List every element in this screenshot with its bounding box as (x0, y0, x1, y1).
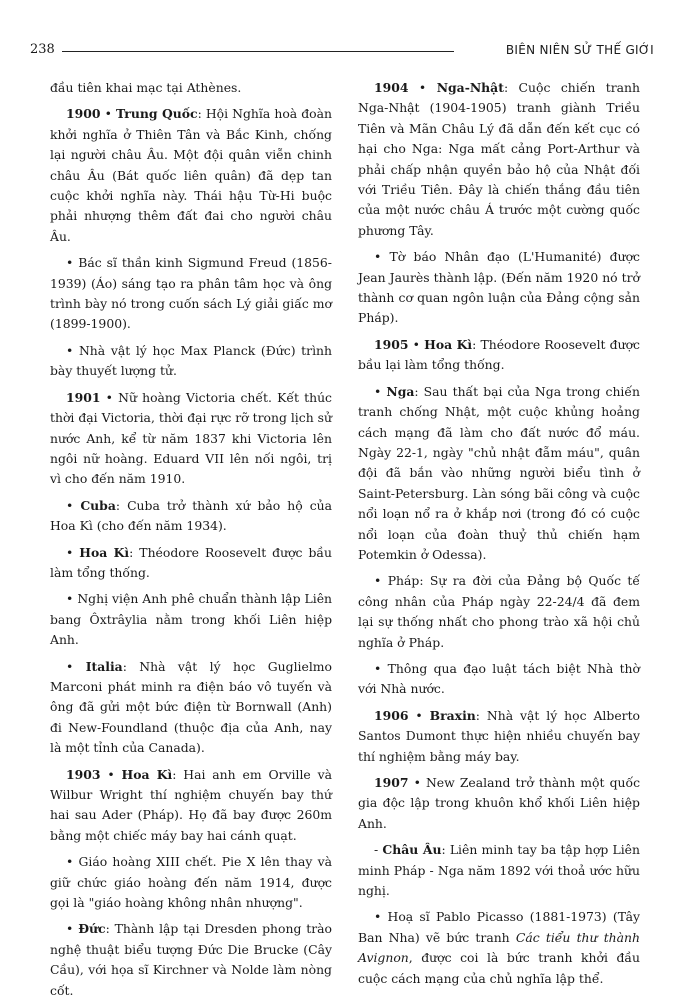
entry-year: 1907 (374, 775, 409, 790)
entry-text: : Liên minh tay ba tập hợp Liên minh Pháp - Nga năm 1892 với thoả ước hữu nghị. (358, 842, 640, 899)
entry-year: 1906 (374, 707, 409, 723)
entry-paragraph: 1901 • Nữ hoàng Victoria chết. Kết thúc thời đại Victoria, thời đại rực rỡ trong lịch sử nước Anh, kể từ năm 1837 khi Victoria lên ngôi nữ hoàng. Eduard VII lên nối ngôi, trị vì cho đến năm 1910. (50, 389, 332, 487)
entry-text: New Zealand trở thành một quốc gia độc lập trong khuôn khổ khối Liên hiệp Anh. (358, 775, 641, 831)
entry-text: : Thành lập tại Dresden phong trào nghệ thuật biểu tượng Đức Die Brucke (Cây Cầu), với họa sĩ Kirchner và Nolde làm nòng cốt. (50, 921, 332, 998)
entry-text: : Cuộc chiến tranh Nga-Nhật (1904-1905) tranh giành Triều Tiên và Mãn Châu Lý đã dẫn đến kết cục có hại cho Nga: Nga mất cảng Port-Arthur và phải chấp nhận quyền bảo hộ của Nhật đối với Triều Tiên. Đây là chiến thắng đầu tiên của một nước châu Á trước một cường quốc phương Tây. (358, 80, 641, 238)
entry-country: Nga-Nhật (436, 80, 504, 95)
entry-text: : Cuba trở thành xứ bảo hộ của Hoa Kì (cho đến năm 1934). (50, 497, 333, 534)
entry-country: Đức (78, 921, 106, 937)
entry-year: 1904 (374, 80, 409, 95)
entry-year: 1901 (66, 389, 101, 405)
entry-paragraph: • Đức: Thành lập tại Dresden phong trào nghệ thuật biểu tượng Đức Die Brucke (Cây Cầu), với họa sĩ Kirchner và Nolde làm nòng cốt. (50, 921, 332, 998)
entry-paragraph: - Châu Âu: Liên minh tay ba tập hợp Liên minh Pháp - Nga năm 1892 với thoả ước hữu nghị. (358, 842, 640, 899)
entry-text: Thông qua đạo luật tách biệt Nhà thờ với Nhà nước. (358, 660, 641, 697)
entry-country: Châu Âu (382, 842, 442, 858)
entry-text: : Sau thất bại của Nga trong chiến tranh chống Nhật, một cuộc khủng hoảng cách mạng đã làm cho đất nước đổ máu. Ngày 22-1, ngày "chủ nhật đẫm máu", quân đội đã bắn vào những người biểu tình ở Saint-Petersburg. Làn sóng bãi công và cuộc nổi loạn nổ ra ở khắp nơi (trong đó có cuộc nổi loạn của đoàn thuỷ thủ chiến hạm Potemkin ở Odessa). (358, 383, 640, 562)
entry-text: : Nhà vật lý học Alberto Santos Dumont thực hiện nhiều chuyến bay thí nghiệm bằng máy bay. (358, 707, 641, 764)
entry-paragraph: • Bác sĩ thần kinh Sigmund Freud (1856-1939) (Áo) sáng tạo ra phân tâm học và ông trình bày nó trong cuốn sách Lý giải giấc mơ (1899-1900). (50, 255, 332, 332)
entry-paragraph: • Nghị viện Anh phê chuẩn thành lập Liên bang Ôxtrâylia nằm trong khối Liên hiệp Anh. (50, 591, 333, 648)
entry-country: Italia (85, 658, 123, 674)
entry-paragraph: • Hoạ sĩ Pablo Picasso (1881-1973) (Tây Ban Nha) vẽ bức tranh Các tiểu thư thành Avignon, được coi là bức tranh khởi đầu cuộc cách mạng của chủ nghĩa lập thể. (358, 909, 640, 986)
entry-paragraph: • Thông qua đạo luật tách biệt Nhà thờ với Nhà nước. (358, 660, 641, 697)
entry-paragraph: • Nhà vật lý học Max Planck (Đức) trình bày thuyết lượng tử. (50, 342, 332, 379)
entry-paragraph: 1907 • New Zealand trở thành một quốc gia độc lập trong khuôn khổ khối Liên hiệp Anh. (358, 775, 641, 831)
entry-country: Hoa Kì (121, 766, 173, 782)
entry-italic-title: Các tiểu thư thành Avignon (358, 929, 640, 966)
entry-country: Trung Quốc (115, 106, 198, 122)
entry-year: 1905 (374, 336, 409, 352)
entry-paragraph: • Pháp: Sự ra đời của Đảng bộ Quốc tế công nhân của Pháp ngày 22-24/4 đã đem lại sự thống nhất cho phong trào xã hội chủ nghĩa ở Pháp. (358, 573, 640, 650)
entry-text: Giáo hoàng XIII chết. Pie X lên thay và giữ chức giáo hoàng đến năm 1914, được gọi là "giáo hoàng không nhân nhượng". (50, 854, 332, 911)
entry-text: : Hội Nghĩa hoà đoàn khởi nghĩa ở Thiên Tân và Bắc Kinh, chống lại người châu Âu. Một đội quân viễn chinh châu Âu (Bát quốc liên quân) đã dẹp tan cuộc khởi nghĩa này. Thái hậu Từ-Hi buộc phải nhượng thêm đất đai cho người châu Âu. (50, 106, 333, 244)
entry-year: 1900 (66, 106, 101, 122)
entry-text: Hoạ sĩ Pablo Picasso (1881-1973) (Tây Ban Nha) vẽ bức tranh (358, 909, 640, 945)
entry-text: , được coi là bức tranh khởi đầu cuộc cách mạng của chủ nghĩa lập thể. (358, 950, 640, 986)
entry-paragraph: 1905 • Hoa Kì: Théodore Roosevelt được bầu lại làm tổng thống. (358, 336, 640, 373)
entry-paragraph: • Hoa Kì: Théodore Roosevelt được bầu làm tổng thống. (50, 544, 332, 580)
entry-year: 1903 (66, 766, 101, 782)
entry-text: Bác sĩ thần kinh Sigmund Freud (1856-1939) (Áo) sáng tạo ra phân tâm học và ông trình bày nó trong cuốn sách Lý giải giấc mơ (1899-1900). (50, 255, 332, 332)
entry-text: : Nhà vật lý học Guglielmo Marconi phát minh ra điện báo vô tuyến và ông đã gửi một bức điện từ Bornwall (Anh) đi New-Foundland (thuộc địa của Anh, nay là một tỉnh của Canada). (50, 658, 332, 756)
header-rule (62, 51, 454, 52)
entry-text: : Théodore Roosevelt được bầu lại làm tổng thống. (358, 336, 640, 373)
left-column (50, 78, 332, 1007)
entry-paragraph: 1906 • Braxin: Nhà vật lý học Alberto Santos Dumont thực hiện nhiều chuyến bay thí nghiệm bằng máy bay. (358, 707, 641, 764)
page-number: 238 (30, 42, 55, 57)
entry-text: Pháp: Sự ra đời của Đảng bộ Quốc tế công nhân của Pháp ngày 22-24/4 đã đem lại sự thống nhất cho phong trào xã hội chủ nghĩa ở Pháp. (358, 573, 640, 650)
entry-country: Hoa Kì (424, 336, 473, 352)
entry-country: Braxin (429, 707, 476, 723)
entry-text: : Hai anh em Orville và Wilbur Wright thí nghiệm chuyến bay thứ hai sau Ader (Pháp). Họ đã bay được 260m bằng một chiếc máy bay hai cánh quạt. (50, 766, 332, 843)
entry-country: Nga (386, 383, 415, 399)
entry-text: Nữ hoàng Victoria chết. Kết thúc thời đại Victoria, thời đại rực rỡ trong lịch sử nước Anh, kể từ năm 1837 khi Victoria lên ngôi nữ hoàng. Eduard VII lên nối ngôi, trị vì cho đến năm 1910. (50, 389, 332, 487)
entry-country: Cuba (80, 497, 116, 513)
entry-paragraph: • Giáo hoàng XIII chết. Pie X lên thay và giữ chức giáo hoàng đến năm 1914, được gọi là "giáo hoàng không nhân nhượng". (50, 854, 332, 911)
entry-text: Nghị viện Anh phê chuẩn thành lập Liên bang Ôxtrâylia nằm trong khối Liên hiệp Anh. (50, 591, 333, 648)
entry-paragraph: 1903 • Hoa Kì: Hai anh em Orville và Wilbur Wright thí nghiệm chuyến bay thứ hai sau Ader (Pháp). Họ đã bay được 260m bằng một chiếc máy bay hai cánh quạt. (50, 766, 332, 843)
entry-text: Nhà vật lý học Max Planck (Đức) trình bày thuyết lượng tử. (50, 342, 332, 379)
entry-paragraph: • Cuba: Cuba trở thành xứ bảo hộ của Hoa Kì (cho đến năm 1934). (50, 497, 333, 534)
page-header (30, 42, 654, 62)
entry-text: Tờ báo Nhân đạo (L'Humanité) được Jean Jaurès thành lập. (Đến năm 1920 nó trở thành cơ quan ngôn luận của Đảng cộng sản Pháp). (358, 249, 640, 326)
entry-paragraph: 1904 • Nga-Nhật: Cuộc chiến tranh Nga-Nhật (1904-1905) tranh giành Triều Tiên và Mãn Châu Lý đã dẫn đến kết cục có hại cho Nga: Nga mất cảng Port-Arthur và phải chấp nhận quyền bảo hộ của Nhật đối với Triều Tiên. Đây là chiến thắng đầu tiên của một nước châu Á trước một cường quốc phương Tây. (358, 80, 641, 238)
entry-paragraph: 1900 • Trung Quốc: Hội Nghĩa hoà đoàn khởi nghĩa ở Thiên Tân và Bắc Kinh, chống lại người châu Âu. Một đội quân viễn chinh châu Âu (Bát quốc liên quân) đã dẹp tan cuộc khởi nghĩa này. Thái hậu Từ-Hi buộc phải nhượng thêm đất đai cho người châu Âu. (50, 106, 333, 244)
running-title: BIÊN NIÊN SỬ THẾ GIỚI (505, 43, 654, 57)
entry-paragraph (50, 78, 332, 98)
entry-paragraph: • Italia: Nhà vật lý học Guglielmo Marconi phát minh ra điện báo vô tuyến và ông đã gửi một bức điện từ Bornwall (Anh) đi New-Foundland (thuộc địa của Anh, nay là một tỉnh của Canada). (50, 658, 332, 756)
entry-text: : Théodore Roosevelt được bầu làm tổng thống. (50, 544, 332, 580)
entry-paragraph: • Nga: Sau thất bại của Nga trong chiến tranh chống Nhật, một cuộc khủng hoảng cách mạng đã làm cho đất nước đổ máu. Ngày 22-1, ngày "chủ nhật đẫm máu", quân đội đã bắn vào những người biểu tình ở Saint-Petersburg. Làn sóng bãi công và cuộc nổi loạn nổ ra ở khắp nơi (trong đó có cuộc nổi loạn của đoàn thuỷ thủ chiến hạm Potemkin ở Odessa). (358, 383, 640, 562)
entry-country: Hoa Kì (79, 544, 130, 560)
right-column (358, 78, 640, 995)
entry-paragraph: • Tờ báo Nhân đạo (L'Humanité) được Jean Jaurès thành lập. (Đến năm 1920 nó trở thành cơ quan ngôn luận của Đảng cộng sản Pháp). (358, 249, 640, 326)
entry-text: đầu tiên khai mạc tại Athènes. (50, 80, 242, 95)
